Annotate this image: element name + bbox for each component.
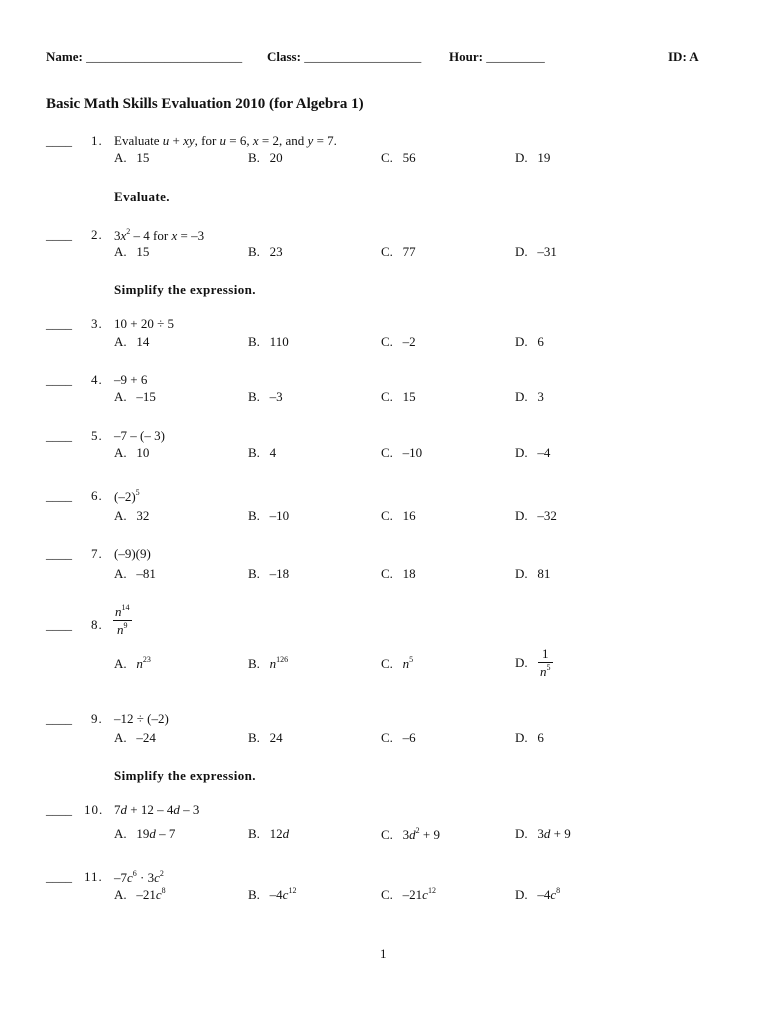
choice-7a[interactable]: A. –81	[114, 566, 156, 581]
question-number-9: 9.	[91, 711, 103, 726]
question-number-3: 3.	[91, 316, 103, 331]
choice-5a[interactable]: A. 10	[114, 445, 150, 460]
choice-3a[interactable]: A. 14	[114, 334, 150, 349]
page-number: 1	[380, 946, 387, 961]
question-stem-3: 10 + 20 ÷ 5	[114, 316, 174, 331]
fraction: $\frac{1}{n^5}$	[540, 646, 551, 679]
choice-8c[interactable]: C. $n^5$	[381, 655, 414, 671]
question-number-6: 6.	[91, 488, 103, 503]
hour-label: Hour:	[449, 49, 483, 64]
question-number-8: 8.	[91, 617, 103, 632]
choice-10a[interactable]: A. 19d – 7	[114, 826, 176, 841]
answer-blank-4[interactable]: ____	[46, 372, 72, 387]
choice-6d[interactable]: D. –32	[515, 508, 557, 523]
answer-blank-8[interactable]: ____	[46, 617, 72, 632]
choice-9d[interactable]: D. 6	[515, 730, 544, 745]
question-stem-6: $(-2)^5$	[114, 488, 140, 504]
choice-11b[interactable]: B. $-4c^{12}$	[248, 886, 297, 902]
choice-2c[interactable]: C. 77	[381, 244, 416, 259]
choice-10b[interactable]: B. 12d	[248, 826, 290, 841]
choice-1b[interactable]: B. 20	[248, 150, 283, 165]
choice-8d-label[interactable]: D.	[515, 655, 528, 670]
choice-3d[interactable]: D. 6	[515, 334, 544, 349]
hour-row	[449, 49, 545, 65]
choice-11d[interactable]: D. $-4c^8$	[515, 886, 561, 902]
question-number-10: 10.	[84, 802, 104, 817]
question-stem-11: $-7c^6 \cdot 3c^2$	[114, 869, 164, 885]
question-number-1: 1.	[91, 133, 103, 148]
instruction-simplify-2: Simplify the expression.	[114, 768, 256, 783]
choice-4b[interactable]: B. –3	[248, 389, 283, 404]
instruction-simplify-1: Simplify the expression.	[114, 282, 256, 297]
choice-8a[interactable]: A. $n^{23}$	[114, 655, 151, 671]
choice-1d[interactable]: D. 19	[515, 150, 551, 165]
choice-7c[interactable]: C. 18	[381, 566, 416, 581]
question-number-5: 5.	[91, 428, 103, 443]
choice-5b[interactable]: B. 4	[248, 445, 277, 460]
question-stem-4: –9 + 6	[114, 372, 148, 387]
header-row	[46, 49, 242, 65]
answer-blank-7[interactable]: ____	[46, 546, 72, 561]
hour-field[interactable]: _________	[486, 49, 545, 64]
question-number-11: 11.	[84, 869, 103, 884]
page-title: Basic Math Skills Evaluation 2010 (for Algebra 1)	[46, 96, 364, 112]
question-stem-5: –7 – (– 3)	[114, 428, 165, 443]
class-field[interactable]: __________________	[304, 49, 422, 64]
choice-1c[interactable]: C. 56	[381, 150, 416, 165]
answer-blank-5[interactable]: ____	[46, 428, 72, 443]
class-row	[267, 49, 421, 65]
answer-blank-9[interactable]: ____	[46, 711, 72, 726]
choice-4a[interactable]: A. –15	[114, 389, 156, 404]
question-stem-10: 7d + 12 – 4d – 3	[114, 802, 200, 817]
question-number-2: 2.	[91, 227, 103, 242]
question-number-4: 4.	[91, 372, 103, 387]
choice-7b[interactable]: B. –18	[248, 566, 290, 581]
answer-blank-1[interactable]: ____	[46, 133, 72, 148]
question-stem-7: (–9)(9)	[114, 546, 151, 561]
question-stem-8	[113, 603, 132, 638]
choice-11c[interactable]: C. $-21c^{12}$	[381, 886, 436, 902]
choice-3c[interactable]: C. –2	[381, 334, 416, 349]
answer-blank-6[interactable]: ____	[46, 488, 72, 503]
choice-9c[interactable]: C. –6	[381, 730, 416, 745]
choice-4c[interactable]: C. 15	[381, 389, 416, 404]
choice-8d[interactable]	[538, 646, 553, 680]
answer-blank-3[interactable]: ____	[46, 316, 72, 331]
choice-4d[interactable]: D. 3	[515, 389, 544, 404]
choice-5d[interactable]: D. –4	[515, 445, 551, 460]
choice-10c[interactable]: C. $3d^2 + 9$	[381, 826, 441, 842]
class-label: Class:	[267, 49, 301, 64]
choice-6c[interactable]: C. 16	[381, 508, 416, 523]
answer-blank-10[interactable]: ____	[46, 802, 72, 817]
question-stem-2: $3x^2 - 4$ for x = –3	[114, 227, 205, 243]
answer-blank-11[interactable]: ____	[46, 869, 72, 884]
name-field[interactable]: ________________________	[86, 49, 243, 64]
choice-10d[interactable]: D. 3d + 9	[515, 826, 571, 841]
choice-6b[interactable]: B. –10	[248, 508, 290, 523]
choice-6a[interactable]: A. 32	[114, 508, 150, 523]
choice-9b[interactable]: B. 24	[248, 730, 283, 745]
answer-blank-2[interactable]: ____	[46, 227, 72, 242]
instruction-evaluate: Evaluate.	[114, 189, 170, 204]
choice-2d[interactable]: D. –31	[515, 244, 557, 259]
choice-5c[interactable]: C. –10	[381, 445, 423, 460]
choice-3b[interactable]: B. 110	[248, 334, 289, 349]
choice-11a[interactable]: A. $-21c^8$	[114, 886, 166, 902]
choice-1a[interactable]: A. 15	[114, 150, 150, 165]
choice-9a[interactable]: A. –24	[114, 730, 156, 745]
choice-2a[interactable]: A. 15	[114, 244, 150, 259]
name-label: Name:	[46, 49, 83, 64]
choice-8b[interactable]: B. $n^{126}$	[248, 655, 289, 671]
question-number-7: 7.	[91, 546, 103, 561]
choice-7d[interactable]: D. 81	[515, 566, 551, 581]
question-stem-1: Evaluate u + xy, for u = 6, x = 2, and y = 7.	[114, 133, 337, 148]
question-stem-9: –12 ÷ (–2)	[114, 711, 169, 726]
fraction: $\frac{n^{14}}{n^9}$	[115, 603, 130, 637]
test-id: ID: A	[668, 49, 699, 64]
choice-2b[interactable]: B. 23	[248, 244, 283, 259]
